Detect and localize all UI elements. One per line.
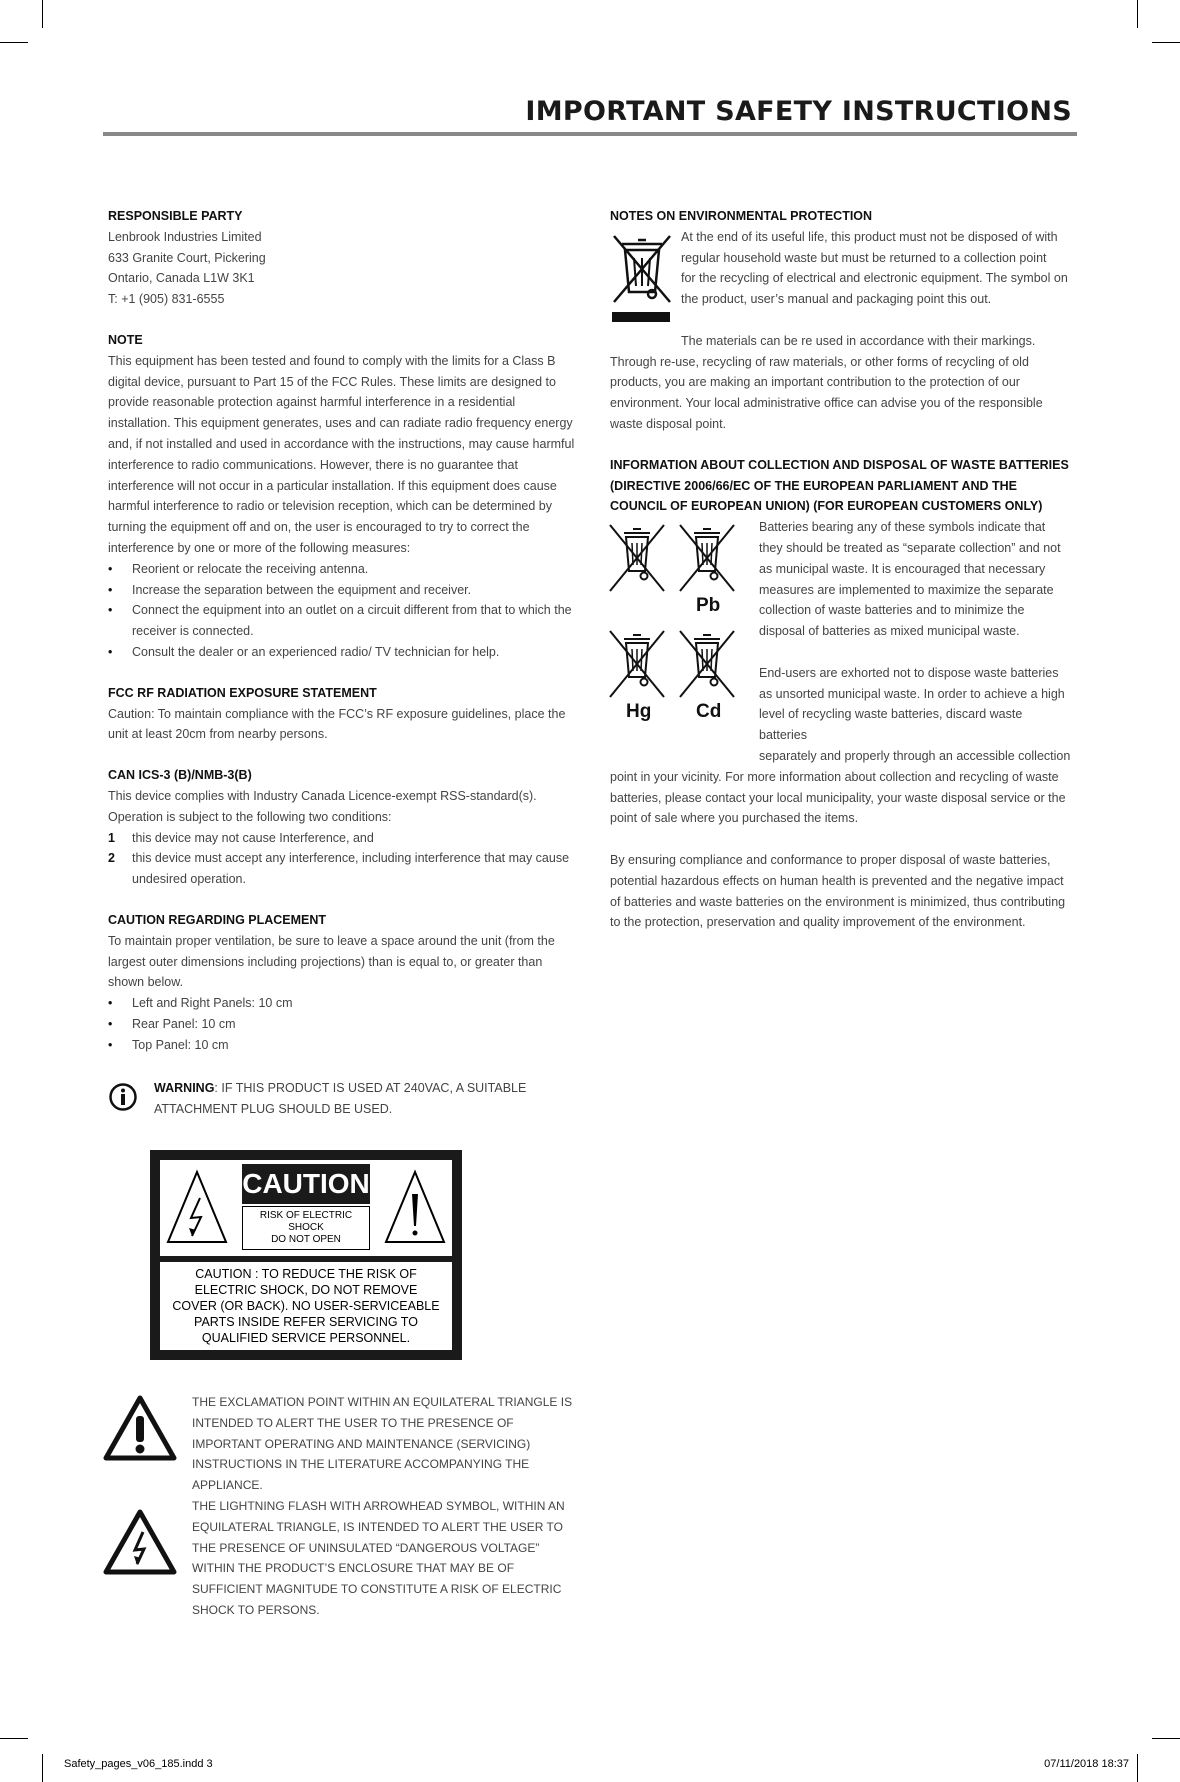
item-text: this device must accept any interference, including interference that may cause undesired operation. (132, 851, 570, 887)
crop-mark (42, 1754, 43, 1782)
text-line: regular household waste but must be returned to a collection point (681, 250, 1047, 265)
note-body: This equipment has been tested and found to comply with the limits for a Class B digital device, pursuant to Part 15 of the FCC Rules. These limits are designed to provide reasonable protection against harmful interference in a residential installation. This equipment generates, uses and can radiate radio frequency energy and, if not installed and used in accordance with the instructions, may cause harmful interference to radio communications. However, there is no guarantee that interference will not occur in a particular installation. If this equipment does cause harmful interference to radio or television reception, which can be determined by turning the equipment off and on, the user is encouraged to try to correct the interference by one or more of the following measures: (108, 353, 575, 555)
caution-label (150, 1150, 462, 1360)
crossed-bin-icon (672, 627, 742, 701)
text-line: as unsorted municipal waste. In order to achieve a high (759, 686, 1065, 701)
item-number: 2 (108, 851, 115, 866)
fcc-section (108, 683, 578, 745)
caution-line: CAUTION : TO REDUCE THE RISK OF (195, 1267, 417, 1281)
text-line: disposal of batteries as mixed municipal waste. (759, 624, 1020, 639)
footer-file: Safety_pages_v06_185.indd 3 (64, 1758, 213, 1770)
batteries-conclusion: By ensuring compliance and conformance to proper disposal of waste batteries, potential hazardous effects on human health is prevented and the negative impact of batteries and waste batteries on the environment is minimized, thus contributing to the protection, preservation and quality improvement of the environment. (610, 852, 1066, 930)
caution-label-bottom (160, 1262, 452, 1350)
text-line: they should be treated as “separate collection” and not (759, 540, 1061, 555)
list-item: • Top Panel: 10 cm (108, 1035, 578, 1056)
batteries-section (610, 455, 1072, 933)
crop-mark (0, 1738, 28, 1739)
caution-sub-line: DO NOT OPEN (271, 1234, 341, 1245)
crop-mark (1152, 1738, 1180, 1739)
text-line: as municipal waste. It is encouraged that necessary (759, 561, 1046, 576)
page-title: IMPORTANT SAFETY INSTRUCTIONS (525, 96, 1072, 127)
exclamation-triangle-icon (382, 1168, 448, 1246)
left-column (108, 206, 578, 1075)
lightning-triangle-icon (164, 1168, 230, 1246)
list-item: • Left and Right Panels: 10 cm (108, 993, 578, 1014)
clearance-list (108, 993, 578, 1055)
crop-mark (42, 0, 43, 28)
exclamation-triangle-icon (102, 1394, 178, 1462)
text-line: collection of waste batteries and to minimize the (759, 603, 1025, 618)
crop-mark (1137, 0, 1138, 28)
text-line: the product, user’s manual and packaging point this out. (681, 292, 992, 307)
text-line: measures are implemented to maximize the separate (759, 582, 1054, 597)
section-heading: INFORMATION ABOUT COLLECTION AND DISPOSAL OF WASTE BATTERIES (DIRECTIVE 2006/66/EC OF THE EUROPEAN PARLIAMENT AND THE COUNCIL OF EUROPEAN UNION) (FOR EUROPEAN CUSTOMERS ONLY) (610, 457, 1069, 514)
section-heading: FCC RF RADIATION EXPOSURE STATEMENT (108, 685, 377, 700)
section-heading: RESPONSIBLE PARTY (108, 209, 243, 223)
environment-body: Through re-use, recycling of raw materials, or other forms of recycling of old products, you are making an important contribution to the protection of our environment. Your local administrative office can advise you of the responsible waste disposal point. (610, 354, 1043, 431)
caution-sub-line: RISK OF ELECTRIC SHOCK (259, 1210, 353, 1233)
text-line: The materials can be re used in accordance with their markings. (681, 333, 1036, 348)
section-heading: CAUTION REGARDING PLACEMENT (108, 912, 327, 927)
text-line: At the end of its useful life, this product must not be disposed of with (681, 229, 1058, 244)
lead-symbol-label: Pb (696, 594, 721, 616)
caution-line: QUALIFIED SERVICE PERSONNEL. (201, 1331, 411, 1345)
caution-line: ELECTRIC SHOCK, DO NOT REMOVE (194, 1283, 418, 1297)
batteries-body: point in your vicinity. For more information about collection and recycling of waste batteries, please contact your local municipality, your waste disposal service or the point of sale where you purchased the items. (610, 769, 1066, 826)
text-line: Batteries bearing any of these symbols indicate that (759, 520, 1046, 535)
warning-note (108, 1078, 578, 1120)
lightning-text: THE LIGHTNING FLASH WITH ARROWHEAD SYMBOL, WITHIN AN EQUILATERAL TRIANGLE, IS INTENDED TO ALERT THE USER TO THE PRESENCE OF UNINSULATED “DANGEROUS VOLTAGE” WITHIN THE PRODUCT’S ENCLOSURE THAT MAY BE OF SUFFICIENT MAGNITUDE TO CONSTITUTE A RISK OF ELECTRIC SHOCK TO PERSONS. (192, 1499, 565, 1617)
responsible-party-section (108, 206, 578, 310)
section-heading: CAN ICS-3 (B)/NMB-3(B) (108, 768, 252, 783)
placement-section (108, 910, 578, 1056)
mercury-symbol-label: Hg (626, 700, 652, 722)
fcc-body: Caution: To maintain compliance with the FCC’s RF exposure guidelines, place the unit at least 20cm from nearby persons. (108, 706, 566, 742)
list-item (108, 848, 578, 890)
caution-line: COVER (OR BACK). NO USER-SERVICEABLE (172, 1299, 440, 1313)
spacer (759, 642, 1072, 663)
environment-section (610, 206, 1072, 435)
text-line: End-users are exhorted not to dispose waste batteries (759, 665, 1059, 680)
caution-subtext (242, 1206, 370, 1250)
text-line: for the recycling of electrical and electronic equipment. The symbol on (681, 271, 1068, 286)
crossed-bin-icon (610, 230, 674, 324)
crop-mark (0, 42, 28, 43)
text-line: separately and properly through an accessible collection (759, 748, 1071, 763)
item-number: 1 (108, 830, 115, 845)
crossed-bin-icon (602, 627, 672, 701)
cadmium-symbol-label: Cd (696, 700, 722, 722)
measures-list (108, 559, 578, 663)
caution-label-top (160, 1160, 452, 1256)
warning-label: WARNING (154, 1081, 215, 1095)
note-section (108, 330, 578, 663)
crop-mark (1152, 42, 1180, 43)
info-icon (108, 1082, 138, 1112)
crossed-bin-icon (672, 521, 742, 595)
list-item: • Connect the equipment into an outlet on a circuit different from that to which the receiver is connected. (108, 600, 578, 642)
caution-line: PARTS INSIDE REFER SERVICING TO (194, 1315, 418, 1329)
address-line: 633 Granite Court, Pickering (108, 250, 266, 265)
crossed-bin-icon (602, 521, 672, 595)
conditions-list (108, 828, 578, 890)
right-column (610, 206, 1072, 953)
caution-word: CAUTION (242, 1164, 370, 1204)
lightning-triangle-icon (102, 1508, 178, 1576)
text-line: level of recycling waste batteries, discard waste batteries (759, 707, 1023, 743)
list-item: • Increase the separation between the equipment and receiver. (108, 580, 578, 601)
list-item (108, 828, 578, 849)
can-body: This device complies with Industry Canada Licence-exempt RSS-standard(s). Operation is subject to the following two conditions: (108, 788, 537, 824)
address-line: Ontario, Canada L1W 3K1 (108, 271, 255, 286)
phone-line: T: +1 (905) 831-6555 (108, 292, 225, 307)
crop-mark (1137, 1754, 1138, 1782)
lightning-explanation (102, 1496, 572, 1617)
section-heading: NOTES ON ENVIRONMENTAL PROTECTION (610, 209, 873, 223)
list-item: • Consult the dealer or an experienced radio/ TV technician for help. (108, 642, 578, 663)
footer-date: 07/11/2018 18:37 (1044, 1758, 1129, 1770)
warning-text (108, 1078, 578, 1120)
list-item: • Reorient or relocate the receiving antenna. (108, 559, 578, 580)
environment-intro (610, 227, 1072, 310)
section-heading: NOTE (108, 332, 143, 347)
title-rule (103, 132, 1077, 136)
warning-body: : IF THIS PRODUCT IS USED AT 240VAC, A SUITABLE ATTACHMENT PLUG SHOULD BE USED. (154, 1081, 527, 1116)
battery-symbols (602, 521, 742, 731)
address-line: Lenbrook Industries Limited (108, 229, 262, 244)
exclamation-text: THE EXCLAMATION POINT WITHIN AN EQUILATERAL TRIANGLE IS INTENDED TO ALERT THE USER TO THE PRESENCE OF IMPORTANT OPERATING AND MAINTENANCE (SERVICING) INSTRUCTIONS IN THE LITERATURE ACCOMPANYING THE APPLIANCE. (192, 1395, 573, 1493)
list-item: • Rear Panel: 10 cm (108, 1014, 578, 1035)
placement-body: To maintain proper ventilation, be sure to leave a space around the unit (from the largest outer dimensions including projections) than is equal to, or greater than shown below. (108, 933, 555, 990)
item-text: this device may not cause Interference, and (132, 830, 374, 845)
can-section (108, 765, 578, 890)
exclamation-explanation (102, 1392, 572, 1496)
